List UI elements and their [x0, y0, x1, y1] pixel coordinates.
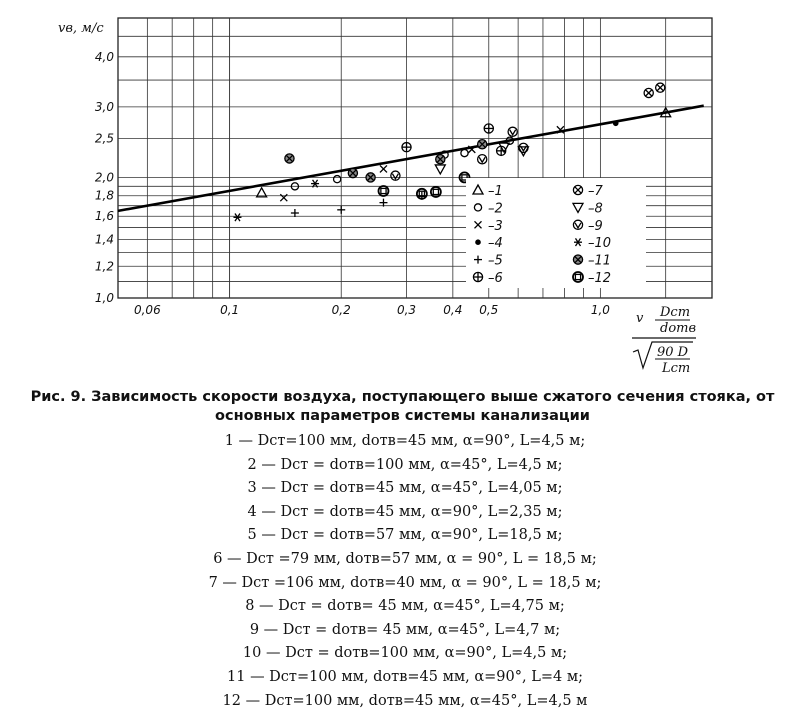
- marker-circle-v-part: [510, 130, 516, 135]
- x-label-v: v: [636, 311, 644, 326]
- data-point-series-6: [484, 124, 493, 133]
- caption-line: 2 — Dст = dотв=100 мм, α=45°, L=4,5 м;: [247, 456, 563, 473]
- y-tick-label: 1,0: [94, 291, 114, 305]
- figure-caption-title: Рис. 9. Зависимость скорости воздуха, поступающего выше сжатого сечения стояка, от основных параметров системы канализации: [30, 389, 775, 424]
- marker-circle-square-part: [381, 188, 386, 193]
- y-tick-label: 2,0: [94, 170, 114, 185]
- x-label-num-bottom: dотв: [660, 321, 697, 336]
- caption-line: 10 — Dст = dотв=100 мм, α=90°, L=4,5 м;: [242, 645, 568, 662]
- legend-label: –12: [588, 271, 612, 286]
- caption-line: 9 — Dст = dотв= 45 мм, α=45°, L=4,7 м;: [249, 621, 561, 638]
- legend-label: –2: [488, 201, 503, 217]
- x-label-den-top: 90 D: [657, 345, 689, 360]
- data-point-series-5: [291, 209, 299, 217]
- caption-line: 7 — Dст =106 мм, dотв=40 мм, α = 90°, L = 18,5 м;: [208, 574, 602, 591]
- caption-line: 3 — Dст = dотв=45 мм, α=45°, L=4,05 м;: [247, 480, 563, 497]
- data-point-series-9: [508, 127, 517, 136]
- legend-label: –10: [588, 236, 612, 252]
- marker-dot-part: [475, 239, 481, 245]
- data-point-series-11: [478, 140, 487, 149]
- marker-dot-part: [613, 120, 619, 126]
- y-axis-label: vв, м/с: [58, 21, 104, 36]
- data-point-series-7: [656, 83, 665, 92]
- data-point-series-2: [461, 149, 468, 156]
- y-tick-label: 1,4: [94, 232, 114, 247]
- data-point-series-9: [519, 143, 528, 152]
- data-point-series-4: [613, 120, 619, 126]
- data-point-series-11: [285, 154, 294, 163]
- marker-circle-open-part: [461, 149, 468, 156]
- x-tick-label: 0,5: [479, 303, 499, 317]
- marker-circle-v-part: [479, 157, 485, 162]
- data-point-series-9: [391, 171, 400, 180]
- caption-line: 11 — Dст=100 мм, dотв=45 мм, α=90°, L=4 м;: [227, 668, 583, 685]
- y-tick-label: 1,6: [94, 209, 114, 224]
- data-point-series-6: [402, 143, 411, 152]
- legend-label: –7: [588, 184, 603, 199]
- data-point-series-12: [378, 186, 388, 196]
- y-tick-label: 3,0: [94, 99, 114, 114]
- x-tick-label: 1,0: [590, 303, 610, 317]
- caption-line: 1 — Dст=100 мм, dотв=45 мм, α=90°, L=4,5 м;: [224, 433, 586, 449]
- marker-circle-square-part: [433, 189, 438, 194]
- caption-line: 8 — Dст = dотв= 45 мм, α=45°, L=4,75 м;: [245, 598, 565, 615]
- caption-line: 12 — Dст=100 мм, dотв=45 мм, α=45°, L=4,5 м: [222, 692, 588, 709]
- figure-caption-legend: [60, 430, 750, 713]
- data-point-series-8: [435, 165, 445, 174]
- y-tick-label: 1,2: [94, 259, 114, 274]
- caption-line: 6 — Dст =79 мм, dотв=57 мм, α = 90°, L = 18,5 м;: [213, 550, 597, 567]
- legend-label: –3: [488, 218, 503, 234]
- caption-line: 5 — Dст = dотв=57 мм, α=90°, L=18,5 м;: [247, 527, 563, 544]
- x-tick-label: 0,4: [443, 303, 463, 317]
- x-tick-label: 0,06: [133, 303, 161, 317]
- legend-label: –9: [588, 218, 603, 234]
- marker-circle-v-part: [392, 174, 398, 179]
- legend-label: –11: [588, 253, 612, 269]
- data-point-series-3: [280, 194, 287, 201]
- data-point-series-11: [348, 169, 357, 178]
- y-tick-label: 2,5: [94, 131, 114, 146]
- x-tick-label: 0,2: [331, 303, 351, 317]
- data-point-series-11: [436, 155, 445, 164]
- x-label-num-top: Dст: [660, 305, 691, 320]
- legend-label: –5: [488, 253, 503, 269]
- y-tick-label: 4,0: [94, 49, 114, 64]
- data-point-series-5: [337, 206, 345, 214]
- legend-label: –8: [588, 201, 603, 217]
- x-axis-label: [632, 305, 696, 376]
- y-tick-label: 1,8: [94, 188, 114, 203]
- x-tick-label: 0,1: [220, 303, 240, 317]
- marker-triangle-down-part: [435, 165, 445, 174]
- data-point-series-2: [334, 176, 341, 183]
- data-point-series-9: [478, 155, 487, 164]
- data-point-series-3: [380, 165, 387, 172]
- legend-label: –6: [488, 271, 503, 286]
- legend: [466, 178, 646, 288]
- marker-circle-square-part: [378, 186, 388, 196]
- legend-label: –4: [488, 236, 503, 252]
- x-tick-label: 0,3: [396, 303, 417, 317]
- data-point-series-7: [644, 88, 653, 97]
- legend-label: –1: [488, 184, 503, 199]
- marker-circle-open-part: [334, 176, 341, 183]
- x-label-den-bottom: Lст: [662, 361, 691, 376]
- caption-line: 4 — Dст = dотв=45 мм, α=90°, L=2,35 м;: [247, 503, 563, 520]
- data-point-series-10: [233, 214, 241, 222]
- data-point-series-11: [366, 173, 375, 182]
